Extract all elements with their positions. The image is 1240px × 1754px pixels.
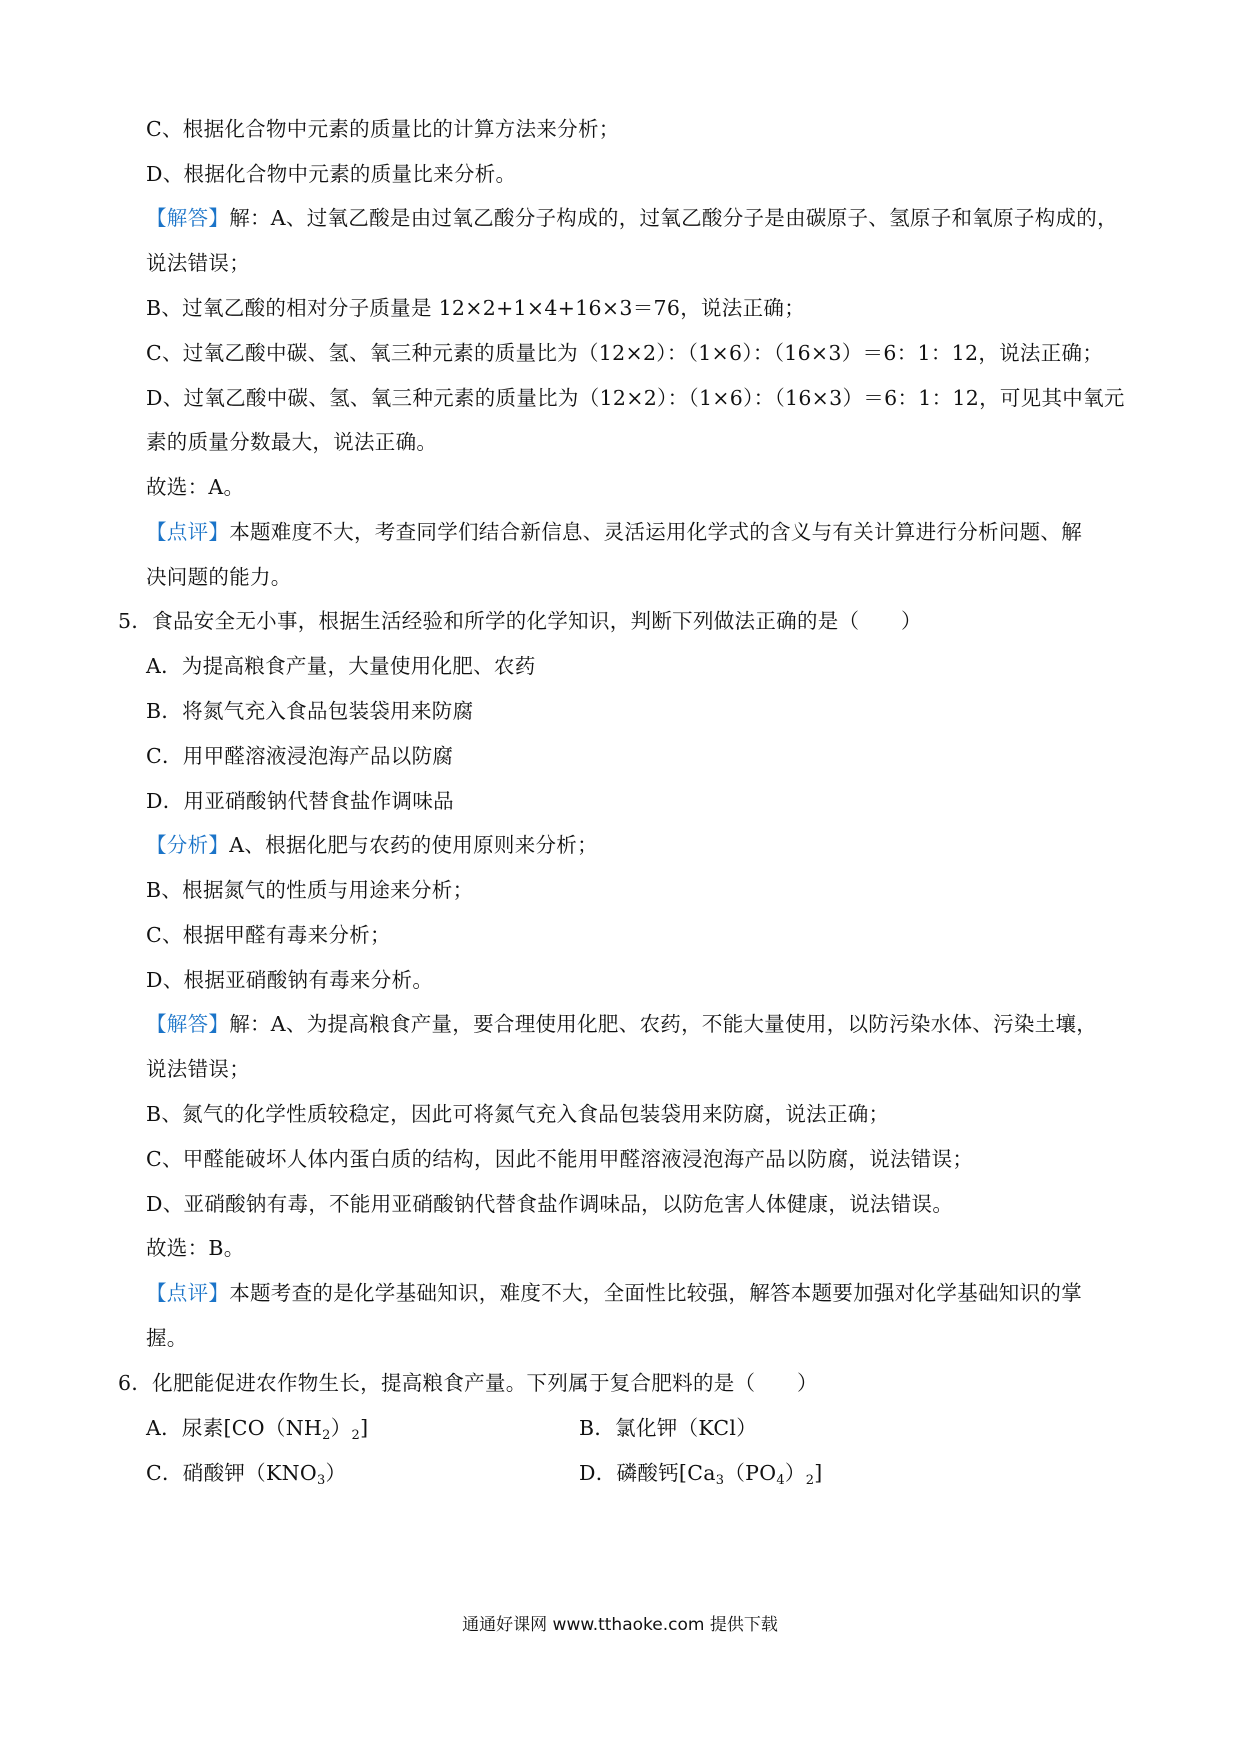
q4-answer-a-line1 [146,203,1118,233]
q4-choice: 故选：A。 [146,475,245,499]
q6-options-row2 [146,1458,1046,1488]
answer-text: 解：A、过氧乙酸是由过氧乙酸分子构成的，过氧乙酸分子是由碳原子、氢原子和氧原子构成的， [229,206,1118,230]
q4-comment-line2: 决问题的能力。 [146,565,292,589]
q5-stem: 5．食品安全无小事，根据生活经验和所学的化学知识，判断下列做法正确的是（ ） [118,609,922,633]
comment-tag: 【点评】 [146,520,230,544]
q6-option-a: A．尿素$[CO(NH_2)_2]$ [146,1416,369,1443]
q6-option-c: C．硝酸钾$(KNO_3)$ [146,1461,347,1488]
q6-options-row1 [146,1413,1046,1443]
q4-comment-line1 [146,517,1082,547]
q5-comment-line1 [146,1278,1082,1308]
page-footer: 通通好课网 www.tthaoke.com 提供下载 [462,1615,778,1635]
q6-option-d: D．磷酸钙$[Ca_3(PO_4)_2]$ [579,1461,823,1488]
q5-answer-a-line1 [146,1009,1097,1039]
comment-text: 本题考查的是化学基础知识，难度不大，全面性比较强，解答本题要加强对化学基础知识的掌 [229,1281,1083,1305]
answer-text: 解：A、为提高粮食产量，要合理使用化肥、农药，不能大量使用，以防污染水体、污染土壤， [229,1012,1098,1036]
q5-choice: 故选：B。 [146,1236,245,1260]
analysis-tag: 【分析】 [146,833,230,857]
q4-answer-a-line2: 说法错误； [146,251,250,275]
answer-tag: 【解答】 [146,206,230,230]
q5-analysis-b: B、根据氮气的性质与用途来分析； [146,878,474,902]
comment-text: 本题难度不大，考查同学们结合新信息、灵活运用化学式的含义与有关计算进行分析问题、解 [229,520,1083,544]
q5-option-c: C．用甲醛溶液浸泡海产品以防腐 [146,744,454,768]
q5-analysis-c: C、根据甲醛有毒来分析； [146,923,391,947]
q4-analysis-d: D、根据化合物中元素的质量比来分析。 [146,162,517,186]
q4-answer-d-line1: D、过氧乙酸中碳、氢、氧三种元素的质量比为（12×2）：（1×6）：（16×3）＝6：1：12，可见其中氧元 [146,386,1125,410]
q5-answer-c: C、甲醛能破坏人体内蛋白质的结构，因此不能用甲醛溶液浸泡海产品以防腐，说法错误； [146,1147,974,1171]
q4-answer-d-line2: 素的质量分数最大，说法正确。 [146,430,438,454]
comment-tag: 【点评】 [146,1281,230,1305]
q5-answer-a-line2: 说法错误； [146,1057,250,1081]
q4-analysis-c: C、根据化合物中元素的质量比的计算方法来分析； [146,117,620,141]
answer-tag: 【解答】 [146,1012,230,1036]
q5-analysis-d: D、根据亚硝酸钠有毒来分析。 [146,968,434,992]
q6-stem: 6．化肥能促进农作物生长，提高粮食产量。下列属于复合肥料的是（ ） [118,1371,818,1395]
q4-answer-c: C、过氧乙酸中碳、氢、氧三种元素的质量比为（12×2）：（1×6）：（16×3）＝6：1：12，说法正确； [146,341,1104,365]
q5-option-d: D．用亚硝酸钠代替食盐作调味品 [146,789,454,813]
q5-option-b: B．将氮气充入食品包装袋用来防腐 [146,699,474,723]
q5-answer-b: B、氮气的化学性质较稳定，因此可将氮气充入食品包装袋用来防腐，说法正确； [146,1102,890,1126]
q5-analysis-a [146,830,598,860]
q5-option-a: A．为提高粮食产量，大量使用化肥、农药 [146,654,536,678]
q5-comment-line2: 握。 [146,1326,188,1350]
q5-answer-d: D、亚硝酸钠有毒，不能用亚硝酸钠代替食盐作调味品，以防危害人体健康，说法错误。 [146,1192,954,1216]
analysis-text: A、根据化肥与农药的使用原则来分析； [229,833,598,857]
q4-answer-b: B、过氧乙酸的相对分子质量是 12×2+1×4+16×3＝76，说法正确； [146,296,805,320]
q6-option-b: B．氯化钾（KCl） [579,1416,758,1440]
